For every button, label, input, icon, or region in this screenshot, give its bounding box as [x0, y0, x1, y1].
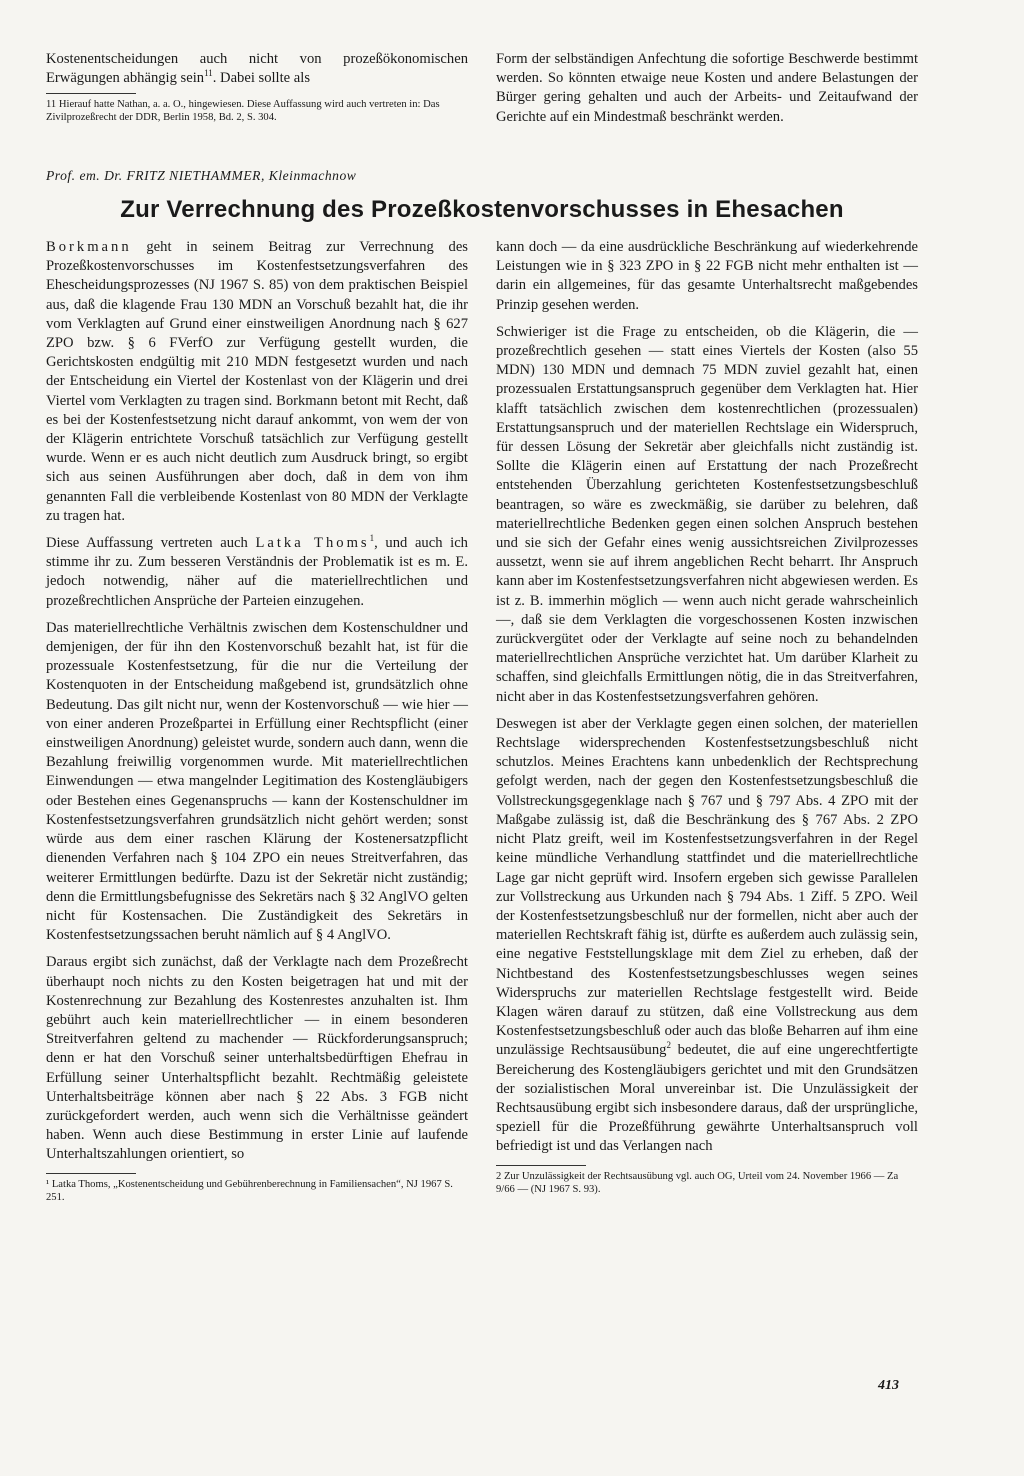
footnote-11: 11 Hierauf hatte Nathan, a. a. O., hingewiesen. Diese Auffassung wird auch vertreten in: Das Zivilprozeßrecht der DDR, Berlin 1958, Bd. 2, S. 304. — [46, 99, 440, 124]
footnote-rule — [46, 1173, 136, 1174]
left-paragraph-1: Borkmann geht in seinem Beitrag zur Verrechnung des Prozeßkostenvorschusses im Kostenfestsetzungsverfahren des Ehescheidungsprozesses (NJ 1967 S. 85) von dem praktischen Beispiel aus, daß die klagende Frau 130 MDN an Vorschuß bezahlt hat, die ihr vom Verklagten auf Grund einer einstweiligen Anordnung nach § 627 ZPO bzw. § 6 FVerfO zur Verfügung gestellt wurden, die Gerichtskosten endgültig mit 210 MDN festgesetzt wurden und nach der Entscheidung ein Viertel der Kostenlast von der Klägerin und drei Viertel vom Verklagten zu tragen sind. Borkmann betont mit Recht, daß es bei der Kostenfestsetzung nicht darauf ankommt, von wem der von der Klägerin entrichtete Vorschuß tatsächlich zur Verfügung gestellt wurde. Wenn er es auch nicht deutlich zum Ausdruck bringt, so ergibt sich aus seinen Ausführungen aber doch, daß in dem von ihm genannten Fall die verbleibende Kostenlast von 80 MDN der Verklagte zu tragen hat. — [46, 239, 468, 524]
footnote-2: 2 Zur Unzulässigkeit der Rechtsausübung vgl. auch OG, Urteil vom 24. November 1966 — Za 9/66 — (NJ 1967 S. 93). — [496, 1170, 899, 1195]
footnote-rule — [46, 93, 136, 94]
right-paragraph-3: Deswegen ist aber der Verklagte gegen einen solchen, der materiellen Rechtslage widersprechenden Kostenfestsetzungsbeschluß nicht schutzlos. Meines Erachtens kann unbedenklich der Rechtsprechung gefolgt werden, nach der gegen den Kostenfestsetzungsbeschluß die Vollstreckungsgegenklage nach § 767 und § 797 Abs. 4 ZPO mit der Maßgabe zulässig ist, daß die Beschränkung des § 767 Abs. 2 ZPO nicht Platz greift, weil im Kostenfestsetzungsverfahren in der Regel keine mündliche Verhandlung stattfindet und die materiellrechtliche Lage gar nicht geprüft wird. Insofern ergeben sich gewisse Parallelen zur Vollstreckung aus Urkunden nach § 794 Abs. 1 Ziff. 5 ZPO. Weil der Kostenfestsetzungsbeschluß nur der formellen, nicht aber auch der materiellen Rechtskraft fähig ist, dürfte es außerdem auch zulässig sein, eine negative Feststellungsklage mit dem Ziel zu erheben, daß der Nichtbestand des Kostenfestsetzungsbeschlusses wegen seines Widerspruchs zur materiellen Rechtslage festgestellt wird. Beide Klagen wären darauf zu stützen, daß eine Vollstreckung aus dem Kostenfestsetzungsbeschluß oder auch das bloße Beharren auf ihm eine unzulässige Rechtsausübung$^2$ bedeutet, die auf eine ungerechtfertigte Bereicherung des Kostengläubigers gerichtet und mit den Grundsätzen der sozialistischen Moral unvereinbar ist. Die Unzulässigkeit der Rechtsausübung ergibt sich insbesondere daraus, daß der ursprüngliche, speziell für die Prozeßführung gewährte Unterhaltsanspruch voll befriedigt ist und das Verlangen nach — [496, 715, 918, 1155]
top-left-continuation — [46, 50, 468, 124]
top-left-text: Kostenentscheidungen auch nicht von prozeßökonomischen Erwägungen abhängig sein$^{11}$. Dabei sollte als — [46, 51, 468, 87]
left-paragraph-2: Diese Auffassung vertreten auch Latka Thoms$^1$, und auch ich stimme ihr zu. Zum besseren Verständnis der Problematik ist es m. E. jedoch notwendig, näher auf die materiellrechtlichen und prozeßrechtlichen Ansprüche der Parteien einzugehen. — [46, 533, 468, 609]
left-column — [46, 238, 468, 1204]
footnote-1: ¹ Latka Thoms, „Kostenentscheidung und Gebührenberechnung in Familiensachen“, NJ 1967 S. 251. — [46, 1178, 453, 1203]
right-paragraph-1: kann doch — da eine ausdrückliche Beschränkung auf wiederkehrende Leistungen wie in § 323 ZPO in § 22 FGB nicht mehr enthalten ist — darin ein allgemeines, für das gesamte Unterhaltsrecht maßgebendes Prinzip gesehen werden. — [496, 239, 918, 313]
left-paragraph-4: Daraus ergibt sich zunächst, daß der Verklagte nach dem Prozeßrecht überhaupt noch nichts zu den Kosten beigetragen hat und mit der Kostenrechnung zur Bezahlung des Kostenrestes anzuhalten ist. Ihm gebührt auch kein materiellrechtlicher — in einem besonderen Streitverfahren geltend zu machender — Rückforderungsanspruch; denn er hat den Vorschuß seiner unterhaltsbedürftigen Ehefrau in Erfüllung seiner Unterhaltspflicht bezahlt. Rechtmäßig geleistete Unterhaltsbeiträge können aber nach § 22 Abs. 3 FGB nicht zurückgefordert werden, auch wenn sich die Verhältnisse geändert haben. Wenn auch diese Bestimmung in erster Linie auf laufende Unterhaltszahlungen orientiert, so — [46, 954, 468, 1163]
author-signature: Prof. em. Dr. FRITZ NIETHAMMER, Kleinmachnow — [46, 168, 357, 183]
footnote-rule — [496, 1165, 586, 1166]
right-column — [496, 238, 918, 1196]
page-number: 413 — [878, 1378, 899, 1393]
top-right-text: Form der selbständigen Anfechtung die sofortige Beschwerde bestimmt werden. So könnten etwaige neue Kosten und andere Belastungen der Bürger gering gehalten und auch der Arbeits- und Zeitaufwand der Gerichte auf ein Mindestmaß beschränkt werden. — [496, 51, 918, 125]
right-paragraph-2: Schwieriger ist die Frage zu entscheiden, ob die Klägerin, die — prozeßrechtlich gesehen — statt eines Viertels der Kosten (also 55 MDN) 130 MDN und demnach 75 MDN zuviel gezahlt hat, einen prozessualen Erstattungsanspruch gegenüber dem Verklagten hat. Hier klafft tatsächlich zwischen dem kostenrechtlichen (prozessualen) Erstattungsanspruch und der materiellen Rechtslage ein Widerspruch, für dessen Lösung der Sekretär aber gleichfalls nicht zuständig ist. Sollte die Klägerin einen auf Erstattung der nach Prozeßrecht entstehenden Überzahlung gerichteten Kostenfestsetzungsbeschluß beantragen, so wäre es zweckmäßig, sie darüber zu belehren, daß materiellrechtliche Bedenken gegen einen solchen Anspruch bestehen und sie sich der Gefahr eines wenig aussichtsreichen Zivilprozesses aussetzt, wenn sie auf ihrem angeblichen Recht beharrt. Ihr Anspruch kann aber im Kostenfestsetzungsverfahren nicht abgewiesen werden. Es ist z. B. immerhin möglich — wenn auch nicht gerade wahrscheinlich —, daß sie dem Verklagten die vorgeschossenen Kosten inzwischen zurückvergütet oder der Verklagte auf seine noch zu behandelnden materiellrechtlichen Ansprüche verzichtet hat. Um darüber Klarheit zu schaffen, sind gleichfalls Ermittlungen nötig, die in das Streitverfahren, nicht aber in das Kostenfestsetzungsverfahren gehören. — [496, 323, 918, 705]
top-right-continuation — [496, 50, 918, 135]
left-paragraph-3: Das materiellrechtliche Verhältnis zwischen dem Kostenschuldner und demjenigen, der für ihn den Kostenvorschuß bezahlt hat, ist für die prozessuale Kostenfestsetzung, für die nur die Verteilung der Kostenquoten in der Entscheidung maßgebend ist, grundsätzlich ohne Bedeutung. Das gilt nicht nur, wenn der Kostenvorschuß — wie hier — von einer anderen Prozeßpartei in Erfüllung einer Rechtspflicht (einer einstweiligen Anordnung) geleistet wurde, sondern auch dann, wenn die Bezahlung freiwillig vorgenommen wurde. Mit materiellrechtlichen Einwendungen — etwa mangelnder Legitimation des Kostengläubigers oder Bestehen eines Gegenanspruchs — kann der Kostenschuldner im Kostenfestsetzungsverfahren grundsätzlich nicht gehört werden; sonst würde aus dem einer raschen Klärung der Kostenersatzpflicht dienenden Verfahren nach § 104 ZPO ein neues Streitverfahren, das weiterer Ermittlungen bedürfte. Dazu ist der Sekretär nicht zuständig; denn die Ermittlungsbefugnisse des Sekretärs nach § 32 AnglVO gelten nicht für Kostensachen. Die Zuständigkeit des Sekretärs in Kostenfestsetzungssachen beruht nämlich auf § 4 AnglVO. — [46, 619, 468, 944]
article-title: Zur Verrechnung des Prozeßkostenvorschusses in Ehesachen — [120, 196, 844, 223]
